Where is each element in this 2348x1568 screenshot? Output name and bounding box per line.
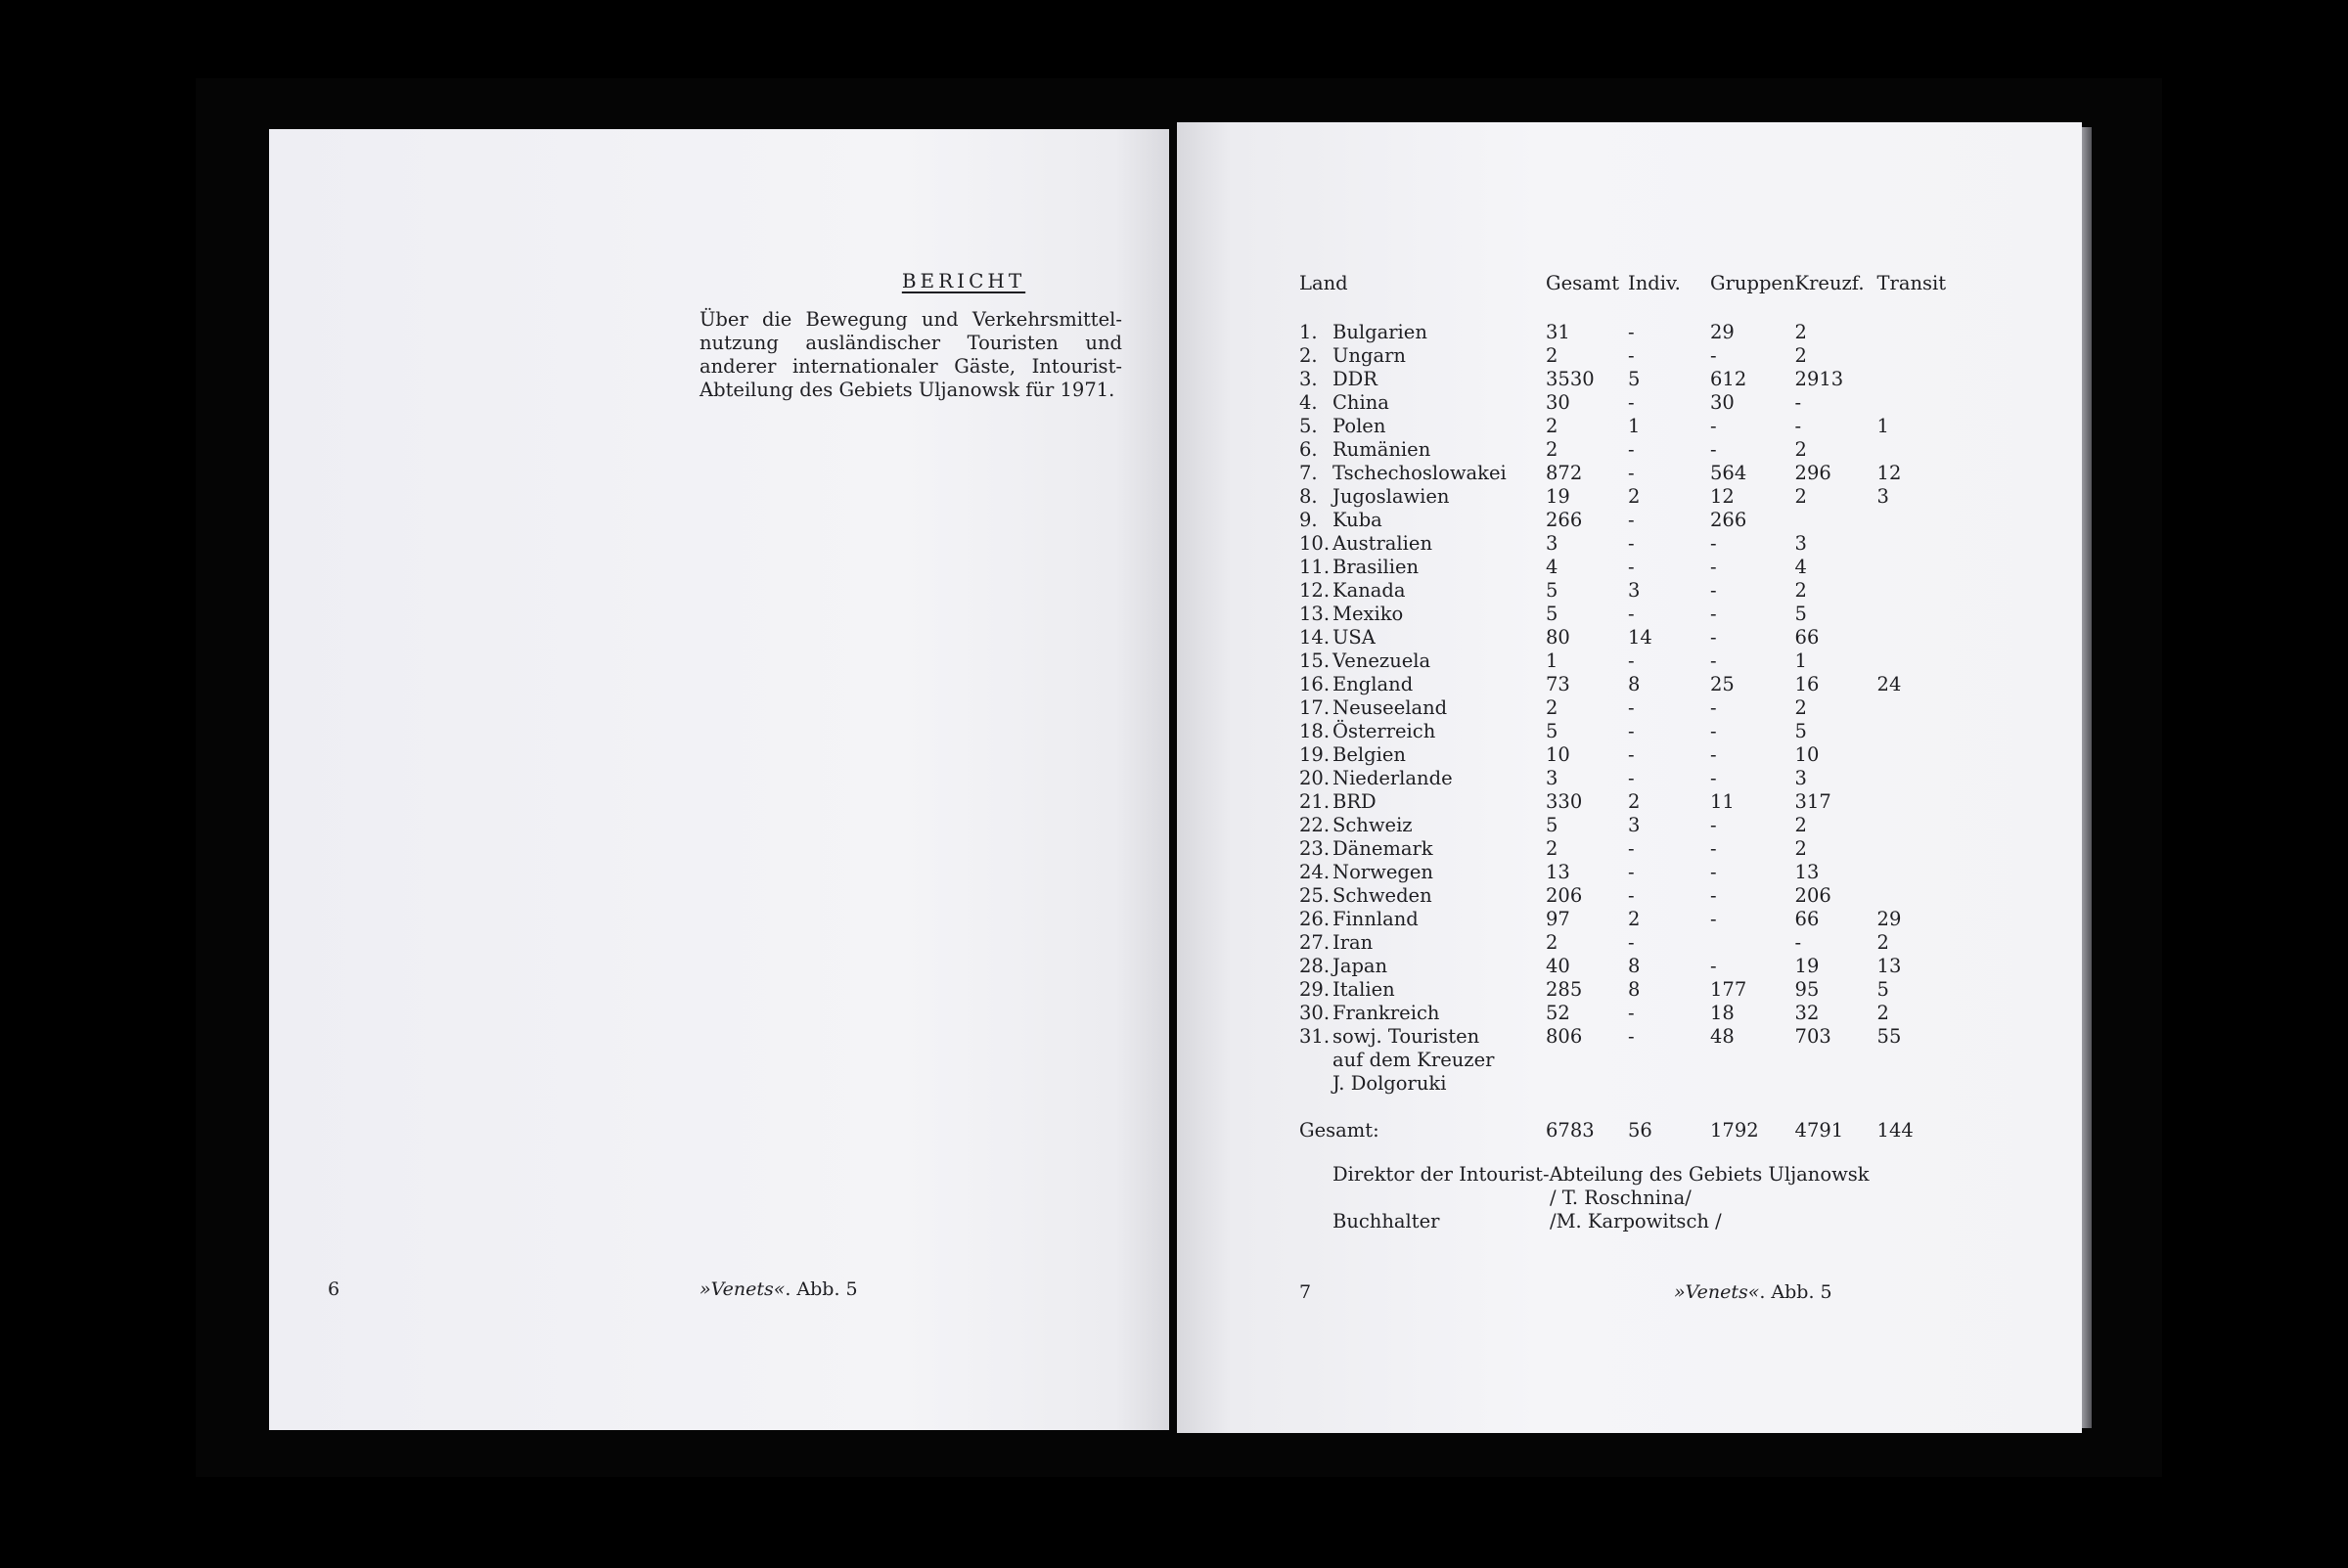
cell-land: DDR [1332, 368, 1377, 390]
table-row [1299, 415, 1956, 438]
cell-gesamt: 4 [1546, 556, 1558, 578]
cell-indiv: - [1628, 696, 1635, 719]
cell-gruppen: - [1710, 767, 1717, 789]
cell-kreuzf: 3 [1794, 532, 1807, 555]
cell-indiv: - [1628, 391, 1635, 414]
cell-transit: 55 [1876, 1025, 1902, 1048]
cell-indiv: - [1628, 321, 1635, 343]
cell-transit [1877, 532, 1956, 556]
cell-indiv: 1 [1628, 415, 1641, 437]
figure-caption-left [700, 1278, 858, 1300]
cell-nr: 5. [1299, 415, 1318, 437]
caption-rest-left: . Abb. 5 [785, 1278, 858, 1300]
table-row [1299, 767, 1956, 790]
cell-nr: 20. [1299, 767, 1331, 789]
cell-kreuzf: 703 [1794, 1025, 1831, 1048]
cell-nr: 3. [1299, 368, 1318, 390]
total-kreuzf: 4791 [1794, 1119, 1844, 1142]
table-row [1299, 485, 1956, 509]
cell-land: USA [1332, 626, 1376, 649]
cell-kreuzf: - [1794, 931, 1802, 954]
cell-indiv: 3 [1628, 814, 1641, 836]
cell-nr: 8. [1299, 485, 1318, 508]
table-row [1299, 696, 1956, 720]
cell-kreuzf: 317 [1794, 790, 1831, 813]
table-row [1299, 391, 1956, 415]
cell-kreuzf: 2 [1794, 579, 1807, 602]
cell-kreuzf: 296 [1794, 462, 1831, 484]
cell-land: China [1332, 391, 1389, 414]
cell-land: Ungarn [1332, 344, 1406, 367]
cell-gruppen: - [1710, 884, 1717, 907]
cell-gesamt: 19 [1546, 485, 1570, 508]
page-number-left: 6 [328, 1278, 340, 1300]
cell-kreuzf: - [1794, 391, 1802, 414]
cell-nr: 26. [1299, 908, 1331, 930]
table-row [1299, 1072, 1956, 1096]
cell-indiv: 8 [1628, 673, 1641, 695]
cell-indiv: 3 [1628, 579, 1641, 602]
cell-land: Polen [1332, 415, 1386, 437]
cell-gesamt [1546, 1049, 1628, 1072]
table-row [1299, 462, 1956, 485]
cell-gruppen: - [1710, 720, 1717, 742]
cell-transit: 13 [1876, 955, 1902, 977]
cell-gesamt: 266 [1546, 509, 1583, 531]
cell-kreuzf: 66 [1794, 626, 1820, 649]
report-intro: Über die Bewegung und Verkehrsmittelnutzung ausländischer Touristen und anderer internationaler Gäste, Intourist-Abteilung des Gebiets Uljanowsk für 1971. [700, 308, 1122, 401]
cell-gruppen: - [1710, 415, 1717, 437]
table-row [1299, 321, 1956, 344]
cell-indiv: - [1628, 650, 1635, 672]
cell-gesamt [1546, 1072, 1628, 1096]
cell-gruppen: 29 [1710, 321, 1735, 343]
cell-land: Neuseeland [1332, 696, 1448, 719]
cell-nr: 29. [1299, 978, 1331, 1001]
cell-transit [1877, 438, 1956, 462]
cell-kreuzf: 1 [1794, 650, 1807, 672]
table-row [1299, 438, 1956, 462]
accountant-name: /M. Karpowitsch / [1550, 1210, 1722, 1232]
cell-indiv [1628, 1049, 1710, 1072]
cell-nr: 25. [1299, 884, 1331, 907]
cell-gruppen: 266 [1710, 509, 1747, 531]
cell-gesamt: 2 [1546, 696, 1558, 719]
table-row [1299, 1025, 1956, 1049]
cell-kreuzf: 2 [1794, 438, 1807, 461]
cell-transit [1877, 720, 1956, 743]
cell-kreuzf [1795, 1049, 1877, 1072]
table-body [1299, 321, 1956, 1096]
table-row [1299, 579, 1956, 603]
cell-kreuzf: 206 [1794, 884, 1831, 907]
cell-kreuzf: 2 [1794, 485, 1807, 508]
cell-nr: 1. [1299, 321, 1318, 343]
cell-gruppen: - [1710, 532, 1717, 555]
cell-gruppen: - [1710, 861, 1717, 883]
cell-transit [1877, 696, 1956, 720]
table-row [1299, 1002, 1956, 1025]
cell-land: Australien [1332, 532, 1433, 555]
cell-kreuzf: 4 [1794, 556, 1807, 578]
cell-transit: 5 [1876, 978, 1889, 1001]
table-row [1299, 368, 1956, 391]
cell-nr: 15. [1299, 650, 1331, 672]
caption-italic-right: »Venets« [1674, 1281, 1760, 1303]
cell-land: J. Dolgoruki [1332, 1072, 1447, 1095]
table-total-row [1299, 1119, 1956, 1142]
cell-nr: 9. [1299, 509, 1318, 531]
cell-gesamt: 10 [1546, 743, 1570, 766]
cell-land: Rumänien [1332, 438, 1431, 461]
cell-transit: 29 [1876, 908, 1902, 930]
cell-gesamt: 206 [1546, 884, 1583, 907]
cell-indiv: 2 [1628, 790, 1641, 813]
table-row [1299, 603, 1956, 626]
cell-transit [1877, 743, 1956, 767]
cell-indiv: - [1628, 509, 1635, 531]
cell-kreuzf: 2 [1794, 321, 1807, 343]
cell-nr: 4. [1299, 391, 1318, 414]
cell-gesamt: 2 [1546, 438, 1558, 461]
cell-gruppen: 25 [1710, 673, 1735, 695]
caption-italic-left: »Venets« [700, 1278, 786, 1300]
column-header-indiv: Indiv. [1628, 272, 1681, 294]
cell-transit [1877, 321, 1956, 344]
total-indiv: 56 [1628, 1119, 1652, 1142]
cell-gruppen: 612 [1710, 368, 1747, 390]
cell-gesamt: 30 [1546, 391, 1570, 414]
cell-nr: 2. [1299, 344, 1318, 367]
cell-gesamt: 5 [1546, 603, 1558, 625]
cell-transit [1877, 650, 1956, 673]
cell-nr [1299, 1072, 1332, 1096]
cell-indiv: - [1628, 931, 1635, 954]
cell-indiv: - [1628, 438, 1635, 461]
cell-transit [1877, 1072, 1956, 1096]
cell-nr: 28. [1299, 955, 1331, 977]
cell-land: Venezuela [1332, 650, 1431, 672]
cell-gesamt: 330 [1546, 790, 1583, 813]
cell-land: Japan [1332, 955, 1388, 977]
cell-gruppen: - [1710, 908, 1717, 930]
cell-indiv: - [1628, 720, 1635, 742]
column-header-land: Land [1299, 272, 1348, 294]
cell-nr: 14. [1299, 626, 1331, 649]
cell-gesamt: 5 [1546, 814, 1558, 836]
caption-rest-right: . Abb. 5 [1759, 1281, 1832, 1303]
total-gruppen: 1792 [1710, 1119, 1759, 1142]
table-row [1299, 532, 1956, 556]
table-row [1299, 509, 1956, 532]
cell-transit [1877, 626, 1956, 650]
cell-kreuzf: 5 [1794, 720, 1807, 742]
cell-kreuzf: 2 [1794, 344, 1807, 367]
cell-gruppen: - [1710, 650, 1717, 672]
table-row [1299, 743, 1956, 767]
cell-nr: 30. [1299, 1002, 1331, 1024]
cell-gesamt: 31 [1546, 321, 1570, 343]
cell-gruppen: - [1710, 579, 1717, 602]
cell-kreuzf: 32 [1794, 1002, 1820, 1024]
cell-transit [1877, 368, 1956, 391]
cell-indiv: - [1628, 743, 1635, 766]
cell-gesamt: 3530 [1546, 368, 1595, 390]
cell-kreuzf: 19 [1794, 955, 1820, 977]
cell-transit [1877, 814, 1956, 837]
cell-gruppen: - [1710, 556, 1717, 578]
cell-gruppen: 18 [1710, 1002, 1735, 1024]
cell-indiv: - [1628, 532, 1635, 555]
cell-gruppen: 30 [1710, 391, 1735, 414]
table-row [1299, 861, 1956, 884]
page-number-right: 7 [1299, 1281, 1312, 1303]
cell-gesamt: 3 [1546, 532, 1558, 555]
total-label: Gesamt: [1299, 1119, 1379, 1142]
report-title: BERICHT [901, 269, 1026, 292]
cell-nr: 21. [1299, 790, 1331, 813]
cell-nr: 17. [1299, 696, 1331, 719]
figure-caption-right [1674, 1281, 1832, 1303]
cell-gruppen: - [1710, 837, 1717, 860]
table-row [1299, 626, 1956, 650]
cell-gruppen: - [1710, 438, 1717, 461]
cell-gruppen: - [1710, 626, 1717, 649]
cell-land: Kanada [1332, 579, 1406, 602]
table-row [1299, 814, 1956, 837]
cell-land: sowj. Touristen [1332, 1025, 1480, 1048]
cell-land: Bulgarien [1332, 321, 1427, 343]
cell-land: Italien [1332, 978, 1395, 1001]
cell-gruppen: - [1710, 603, 1717, 625]
cell-transit: 12 [1876, 462, 1902, 484]
cell-nr: 7. [1299, 462, 1318, 484]
cell-nr: 6. [1299, 438, 1318, 461]
cell-gesamt: 5 [1546, 579, 1558, 602]
column-header-kreuzf: Kreuzf. [1794, 272, 1865, 294]
cell-nr: 19. [1299, 743, 1331, 766]
cell-gesamt: 1 [1546, 650, 1558, 672]
total-transit: 144 [1876, 1119, 1914, 1142]
cell-gesamt: 2 [1546, 415, 1558, 437]
cell-indiv: 8 [1628, 955, 1641, 977]
cell-kreuzf: 10 [1794, 743, 1820, 766]
cell-gesamt: 2 [1546, 344, 1558, 367]
table-row [1299, 908, 1956, 931]
column-header-gruppen: Gruppen [1710, 272, 1795, 294]
cell-transit [1877, 790, 1956, 814]
column-header-gesamt: Gesamt [1546, 272, 1620, 294]
cell-land: Niederlande [1332, 767, 1453, 789]
cell-land: Kuba [1332, 509, 1382, 531]
cell-land: Brasilien [1332, 556, 1420, 578]
cell-kreuzf: 2913 [1794, 368, 1844, 390]
cell-kreuzf: 5 [1794, 603, 1807, 625]
cell-gruppen: - [1710, 955, 1717, 977]
cell-indiv: - [1628, 556, 1635, 578]
cell-land: Frankreich [1332, 1002, 1440, 1024]
cell-nr: 12. [1299, 579, 1331, 602]
cell-transit: 24 [1876, 673, 1902, 695]
cell-gruppen: - [1710, 743, 1717, 766]
table-row [1299, 344, 1956, 368]
cell-indiv: - [1628, 767, 1635, 789]
cell-gruppen [1710, 1072, 1795, 1096]
cell-gesamt: 285 [1546, 978, 1583, 1001]
director-name: / T. Roschnina/ [1550, 1187, 1692, 1209]
cell-land: England [1332, 673, 1414, 695]
cell-land: Dänemark [1332, 837, 1433, 860]
cell-gruppen: 177 [1710, 978, 1747, 1001]
cell-land: Finnland [1332, 908, 1419, 930]
cell-nr: 18. [1299, 720, 1331, 742]
cell-indiv: - [1628, 462, 1635, 484]
page-edge [2082, 127, 2092, 1428]
cell-gesamt: 40 [1546, 955, 1570, 977]
cell-gesamt: 73 [1546, 673, 1570, 695]
cell-kreuzf: 16 [1794, 673, 1820, 695]
cell-gesamt: 52 [1546, 1002, 1570, 1024]
accountant-title: Buchhalter [1332, 1210, 1440, 1232]
cell-gruppen: - [1710, 814, 1717, 836]
cell-indiv: - [1628, 1002, 1635, 1024]
cell-transit: 3 [1876, 485, 1889, 508]
cell-transit: 2 [1876, 931, 1889, 954]
cell-nr: 16. [1299, 673, 1331, 695]
cell-gruppen: 564 [1710, 462, 1747, 484]
cell-gesamt: 2 [1546, 931, 1558, 954]
cell-transit: 1 [1876, 415, 1889, 437]
cell-land: Schweiz [1332, 814, 1413, 836]
cell-nr: 31. [1299, 1025, 1331, 1048]
cell-indiv: 14 [1628, 626, 1652, 649]
cell-gesamt: 5 [1546, 720, 1558, 742]
cell-gruppen: 12 [1710, 485, 1735, 508]
cell-land: Belgien [1332, 743, 1406, 766]
table-row [1299, 837, 1956, 861]
cell-nr: 13. [1299, 603, 1331, 625]
cell-kreuzf [1795, 509, 1877, 532]
cell-land: Norwegen [1332, 861, 1433, 883]
tourist-statistics-table [1299, 272, 1956, 1142]
cell-gesamt: 80 [1546, 626, 1570, 649]
cell-land: Österreich [1332, 720, 1436, 742]
cell-nr: 24. [1299, 861, 1331, 883]
cell-land: Schweden [1332, 884, 1432, 907]
left-page [269, 129, 1169, 1430]
table-row [1299, 556, 1956, 579]
cell-indiv: 8 [1628, 978, 1641, 1001]
cell-kreuzf [1795, 1072, 1877, 1096]
cell-nr: 27. [1299, 931, 1331, 954]
cell-nr: 23. [1299, 837, 1331, 860]
cell-gruppen: - [1710, 344, 1717, 367]
cell-nr: 22. [1299, 814, 1331, 836]
total-gesamt: 6783 [1546, 1119, 1595, 1142]
cell-land: auf dem Kreuzer [1332, 1049, 1495, 1071]
cell-gesamt: 872 [1546, 462, 1583, 484]
cell-transit [1877, 837, 1956, 861]
cell-gesamt: 3 [1546, 767, 1558, 789]
table-row [1299, 1049, 1956, 1072]
cell-gruppen: 11 [1710, 790, 1735, 813]
cell-transit [1877, 1049, 1956, 1072]
cell-gruppen [1710, 931, 1795, 955]
table-row [1299, 720, 1956, 743]
table-row [1299, 978, 1956, 1002]
cell-nr: 10. [1299, 532, 1331, 555]
right-page [1177, 122, 2082, 1433]
cell-transit: 2 [1876, 1002, 1889, 1024]
cell-transit [1877, 861, 1956, 884]
cell-gesamt: 2 [1546, 837, 1558, 860]
table-row [1299, 790, 1956, 814]
cell-land: Iran [1332, 931, 1374, 954]
cell-transit [1877, 884, 1956, 908]
cell-transit [1877, 391, 1956, 415]
cell-indiv: - [1628, 603, 1635, 625]
cell-gesamt: 806 [1546, 1025, 1583, 1048]
cell-transit [1877, 344, 1956, 368]
table-row [1299, 650, 1956, 673]
cell-land: Tschechoslowakei [1332, 462, 1507, 484]
cell-indiv: - [1628, 861, 1635, 883]
cell-kreuzf: 66 [1794, 908, 1820, 930]
cell-transit [1877, 579, 1956, 603]
table-row [1299, 673, 1956, 696]
cell-transit [1877, 556, 1956, 579]
cell-indiv: 2 [1628, 908, 1641, 930]
cell-indiv: - [1628, 1025, 1635, 1048]
cell-kreuzf: 95 [1794, 978, 1820, 1001]
table-row [1299, 884, 1956, 908]
director-title: Direktor der Intourist-Abteilung des Gebiets Uljanowsk [1332, 1163, 1870, 1186]
table-row [1299, 955, 1956, 978]
cell-indiv: 2 [1628, 485, 1641, 508]
table-row [1299, 931, 1956, 955]
cell-land: BRD [1332, 790, 1377, 813]
cell-kreuzf: 3 [1794, 767, 1807, 789]
cell-nr: 11. [1299, 556, 1331, 578]
cell-gruppen: - [1710, 696, 1717, 719]
cell-gruppen [1710, 1049, 1795, 1072]
column-header-transit: Transit [1876, 272, 1947, 294]
cell-land: Jugoslawien [1332, 485, 1450, 508]
cell-gruppen: 48 [1710, 1025, 1735, 1048]
cell-kreuzf: 2 [1794, 814, 1807, 836]
cell-indiv: - [1628, 344, 1635, 367]
cell-indiv: 5 [1628, 368, 1641, 390]
cell-indiv: - [1628, 884, 1635, 907]
cell-gesamt: 97 [1546, 908, 1570, 930]
cell-transit [1877, 603, 1956, 626]
cell-kreuzf: 2 [1794, 696, 1807, 719]
cell-indiv: - [1628, 837, 1635, 860]
cell-transit [1877, 767, 1956, 790]
cell-indiv [1628, 1072, 1710, 1096]
cell-transit [1877, 509, 1956, 532]
cell-kreuzf: 2 [1794, 837, 1807, 860]
table-header-row [1299, 272, 1956, 309]
cell-land: Mexiko [1332, 603, 1404, 625]
cell-kreuzf: - [1794, 415, 1802, 437]
cell-gesamt: 13 [1546, 861, 1570, 883]
cell-kreuzf: 13 [1794, 861, 1820, 883]
cell-nr [1299, 1049, 1332, 1072]
